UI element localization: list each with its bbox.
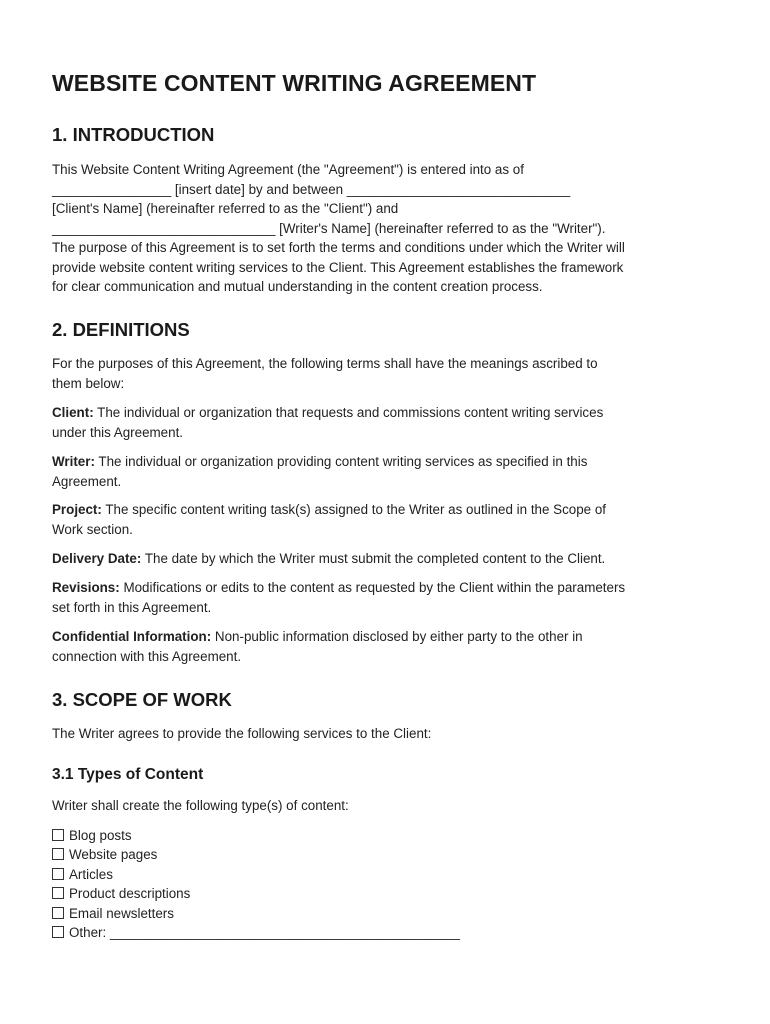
intro-line: provide website content writing services to the Client. This Agreement establishes the framework	[52, 259, 624, 275]
scope-intro-line: The Writer agrees to provide the following services to the Client:	[52, 726, 432, 741]
term-text: Work section.	[52, 521, 133, 537]
intro-line: The purpose of this Agreement is to set forth the terms and conditions under which the Writer will	[52, 240, 625, 255]
checkbox[interactable]	[52, 926, 64, 938]
term-text: The individual or organization that requests and commissions content writing services	[97, 405, 604, 420]
intro-line: ________________ [insert date] by and between ______________________________	[52, 181, 571, 197]
document-title: WEBSITE CONTENT WRITING AGREEMENT	[52, 70, 537, 96]
checklist-label: Other: _______________________________________________	[69, 925, 460, 941]
intro-line: This Website Content Writing Agreement (the "Agreement") is entered into as of	[52, 162, 524, 177]
section-heading-introduction: 1. INTRODUCTION	[52, 124, 215, 145]
definition-client	[52, 403, 722, 442]
types-intro-line: Writer shall create the following type(s) of content:	[52, 798, 349, 813]
content-type-checklist	[52, 826, 460, 942]
checklist-label: Blog posts	[69, 828, 132, 843]
checkbox[interactable]	[52, 907, 64, 919]
checklist-item	[52, 884, 460, 903]
term-label: Confidential Information:	[52, 629, 212, 644]
checklist-label: Product descriptions	[69, 886, 191, 902]
checklist-item	[52, 865, 460, 884]
section-heading-definitions: 2. DEFINITIONS	[52, 319, 190, 340]
term-text: set forth in this Agreement.	[52, 599, 212, 615]
checkbox[interactable]	[52, 887, 64, 899]
term-text: The individual or organization providing content writing services as specified in this	[98, 454, 588, 469]
checklist-label: Articles	[69, 866, 113, 882]
section-heading-scope: 3. SCOPE OF WORK	[52, 689, 232, 710]
intro-line: for clear communication and mutual understanding in the content creation process.	[52, 279, 543, 294]
term-label: Delivery Date:	[52, 551, 142, 566]
definitions-intro-line: For the purposes of this Agreement, the following terms shall have the meanings ascribed to	[52, 356, 598, 371]
checklist-item	[52, 845, 460, 864]
checklist-label: Email newsletters	[69, 905, 174, 921]
term-text: Modifications or edits to the content as requested by the Client within the parameters	[123, 580, 626, 595]
term-label: Revisions:	[52, 580, 120, 595]
definition-delivery-date	[52, 549, 722, 569]
checklist-label: Website pages	[69, 847, 158, 863]
checkbox[interactable]	[52, 848, 64, 860]
intro-line: ______________________________ [Writer's Name] (hereinafter referred to as the "Writer").	[52, 220, 606, 236]
definition-project	[52, 500, 722, 539]
types-intro	[52, 796, 722, 816]
term-text: The specific content writing task(s) assigned to the Writer as outlined in the Scope of	[105, 502, 607, 517]
definitions-intro	[52, 354, 722, 393]
checklist-item	[52, 826, 460, 845]
term-text: The date by which the Writer must submit the completed content to the Client.	[144, 551, 606, 566]
checklist-item	[52, 923, 460, 942]
subsection-heading-types-of-content: 3.1 Types of Content	[52, 766, 204, 783]
term-text: Agreement.	[52, 473, 122, 489]
term-text: under this Agreement.	[52, 424, 184, 440]
term-label: Client:	[52, 405, 94, 420]
definitions-intro-line: them below:	[52, 375, 125, 391]
checkbox[interactable]	[52, 868, 64, 880]
checkbox[interactable]	[52, 829, 64, 841]
term-label: Project:	[52, 502, 102, 517]
definition-writer	[52, 452, 722, 491]
checklist-item	[52, 904, 460, 923]
term-label: Writer:	[52, 454, 95, 469]
definition-confidential-information	[52, 627, 722, 666]
scope-intro	[52, 724, 722, 744]
intro-line: [Client's Name] (hereinafter referred to as the "Client") and	[52, 201, 399, 216]
introduction-paragraph	[52, 160, 722, 297]
definition-revisions	[52, 578, 722, 617]
term-text: connection with this Agreement.	[52, 648, 242, 664]
term-text: Non-public information disclosed by either party to the other in	[214, 629, 583, 644]
